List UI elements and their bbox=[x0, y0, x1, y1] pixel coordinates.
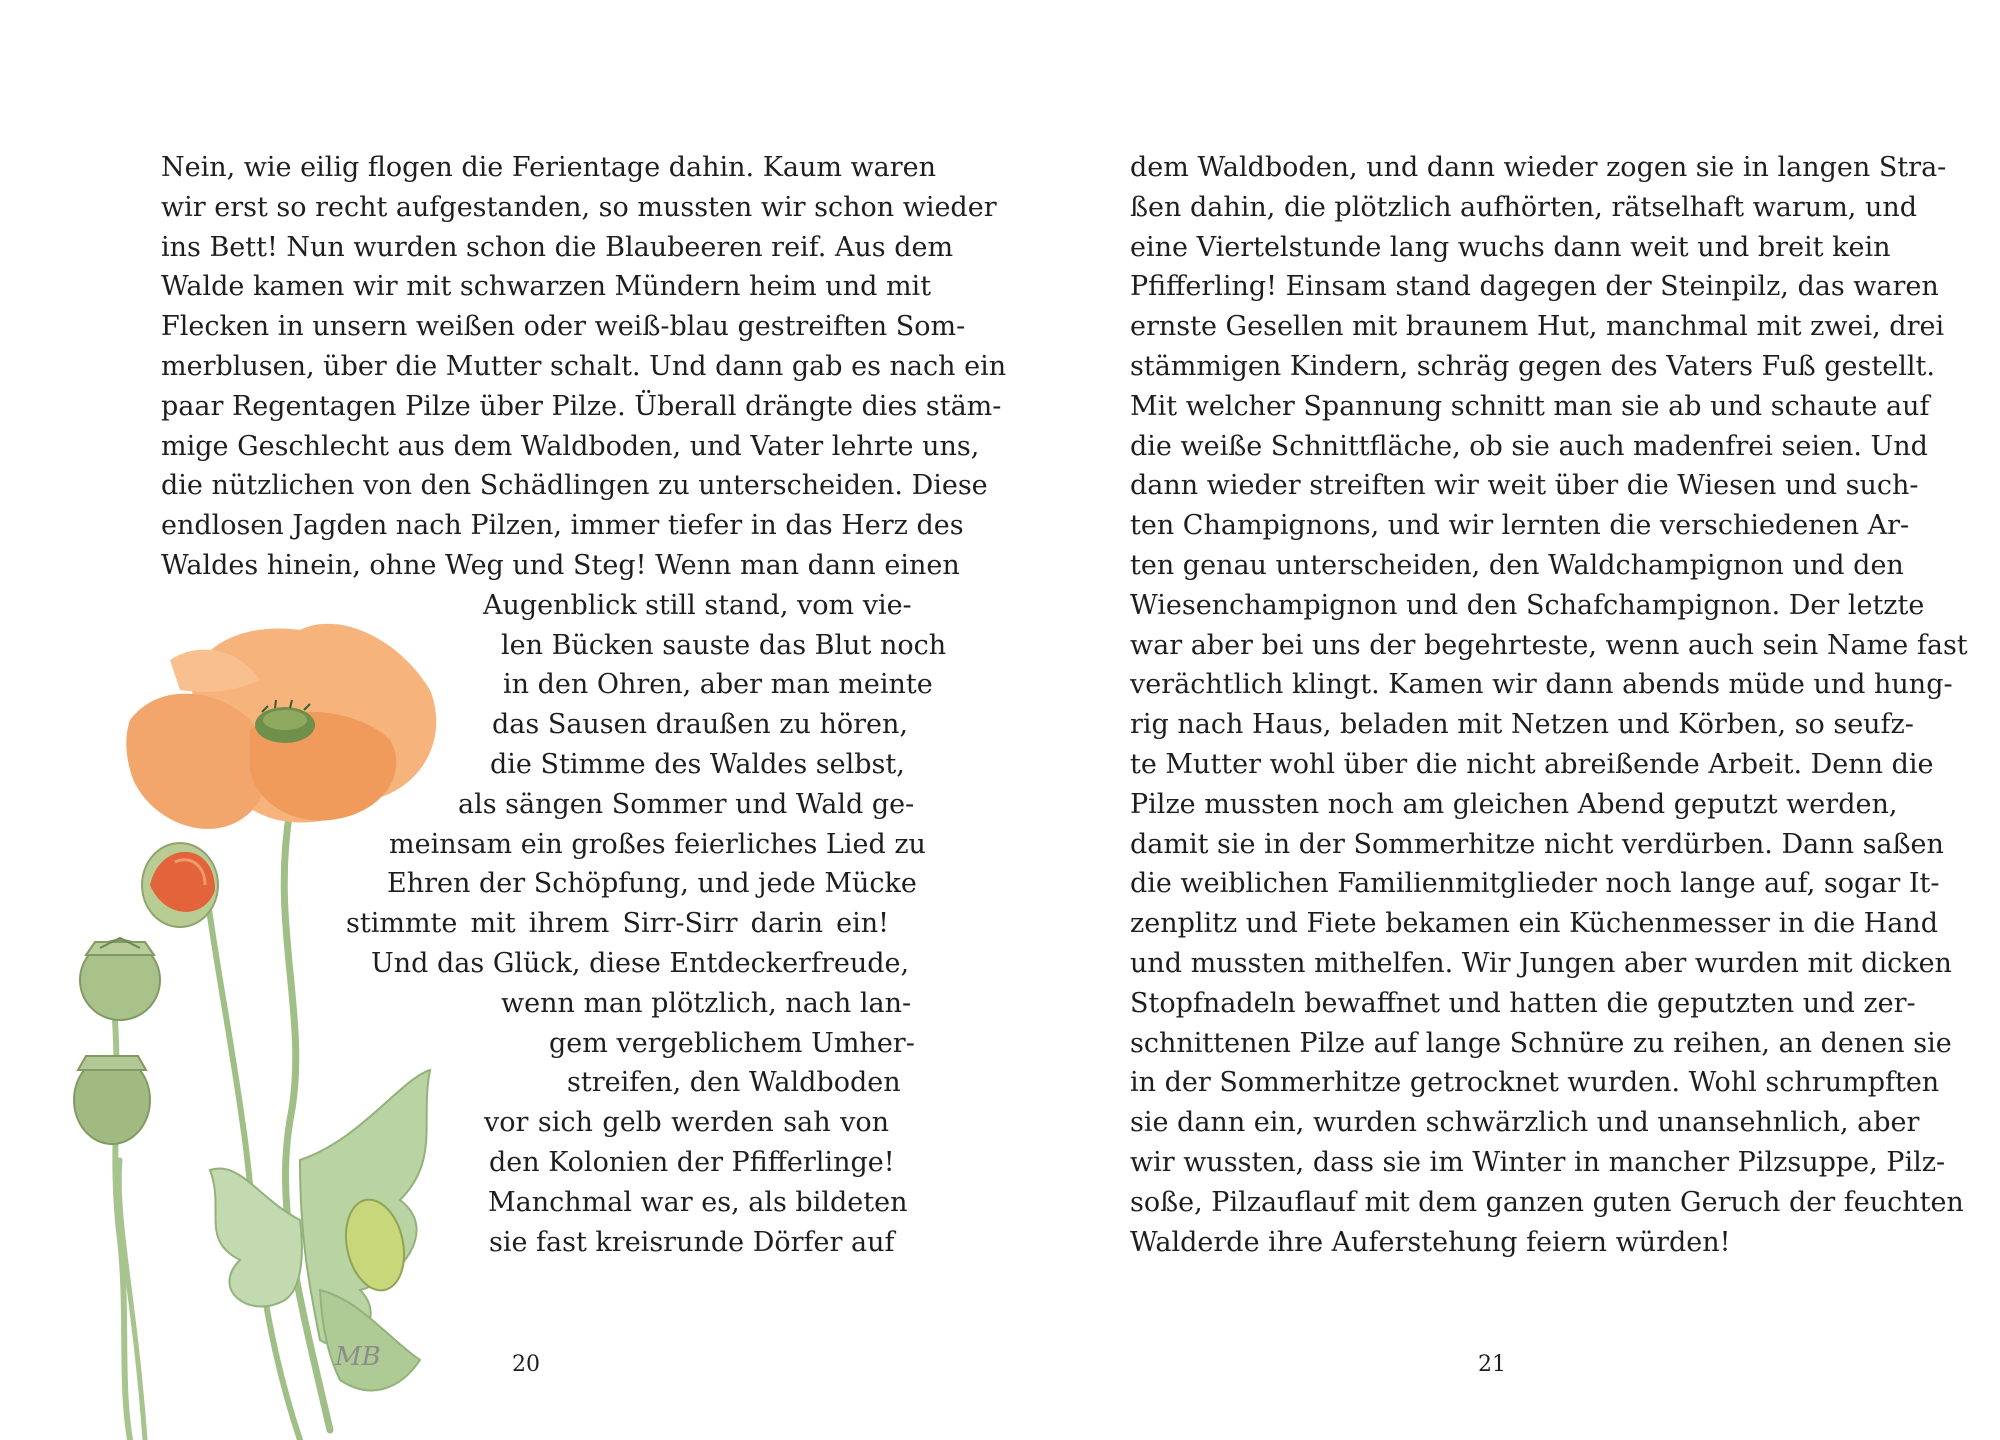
text-line: rig nach Haus, beladen mit Netzen und Körben, so seufz- bbox=[1130, 709, 1914, 741]
text-line: stämmigen Kindern, schräg gegen des Vaters Fuß gestellt. bbox=[1130, 350, 1935, 382]
text-line: wenn man plötzlich, nach lan- bbox=[501, 987, 912, 1019]
text-line: die nützlichen von den Schädlingen zu unterscheiden. Diese bbox=[161, 470, 988, 502]
text-line: Walderde ihre Auferstehung feiern würden! bbox=[1130, 1226, 1731, 1258]
text-line: Und das Glück, diese Entdeckerfreude, bbox=[371, 947, 910, 979]
text-line: Nein, wie eilig flogen die Ferientage dahin. Kaum waren bbox=[161, 152, 937, 183]
text-line: paar Regentagen Pilze über Pilze. Überall drängte dies stäm- bbox=[161, 390, 1002, 422]
left-page-text bbox=[161, 148, 1007, 1262]
text-line: das Sausen draußen zu hören, bbox=[492, 709, 908, 741]
text-line: merblusen, über die Mutter schalt. Und dann gab es nach ein bbox=[161, 350, 1007, 382]
text-line: streifen, den Waldboden bbox=[567, 1067, 901, 1099]
text-line: stimmte mit ihrem Sirr-Sirr darin ein! bbox=[346, 908, 889, 940]
text-line: Pfifferling! Einsam stand dagegen der Steinpilz, das waren bbox=[1130, 271, 1939, 303]
text-line: ernste Gesellen mit braunem Hut, manchmal mit zwei, drei bbox=[1130, 311, 1945, 343]
text-line: und mussten mithelfen. Wir Jungen aber wurden mit dicken bbox=[1130, 947, 1952, 979]
text-line: Wiesenchampignon und den Schafchampignon. Der letzte bbox=[1130, 589, 1925, 621]
text-line: Ehren der Schöpfung, und jede Mücke bbox=[387, 868, 917, 900]
text-line: wir erst so recht aufgestanden, so mussten wir schon wieder bbox=[161, 191, 997, 223]
right-page-text bbox=[1130, 148, 1968, 1262]
text-line: Pilze mussten noch am gleichen Abend geputzt werden, bbox=[1130, 788, 1898, 820]
text-line: Mit welcher Spannung schnitt man sie ab und schaute auf bbox=[1130, 390, 1930, 422]
page-number-left: 20 bbox=[512, 1352, 540, 1377]
page-number-right: 21 bbox=[1478, 1352, 1506, 1377]
text-line: sie dann ein, wurden schwärzlich und unansehnlich, aber bbox=[1130, 1107, 1920, 1139]
text-line: sie fast kreisrunde Dörfer auf bbox=[489, 1226, 895, 1258]
text-line: dem Waldboden, und dann wieder zogen sie in langen Stra- bbox=[1130, 152, 1947, 183]
text-line: die weiblichen Familienmitglieder noch lange auf, sogar It- bbox=[1130, 868, 1940, 900]
text-line: damit sie in der Sommerhitze nicht verdürben. Dann saßen bbox=[1130, 828, 1944, 860]
text-line: eine Viertelstunde lang wuchs dann weit und breit kein bbox=[1130, 231, 1891, 263]
text-line: len Bücken sauste das Blut noch bbox=[501, 629, 947, 661]
text-line: vor sich gelb werden sah von bbox=[484, 1107, 889, 1139]
text-line: endlosen Jagden nach Pilzen, immer tiefer in das Herz des bbox=[161, 510, 964, 542]
right-page bbox=[1000, 0, 2000, 1440]
text-line: die weiße Schnittfläche, ob sie auch madenfrei seien. Und bbox=[1130, 430, 1928, 462]
text-line: verächtlich klingt. Kamen wir dann abends müde und hung- bbox=[1130, 669, 1953, 701]
text-line: ßen dahin, die plötzlich aufhörten, rätselhaft warum, und bbox=[1130, 191, 1918, 223]
text-line: mige Geschlecht aus dem Waldboden, und Vater lehrte uns, bbox=[161, 430, 980, 462]
text-line: ins Bett! Nun wurden schon die Blaubeeren reif. Aus dem bbox=[161, 231, 954, 263]
text-line: in den Ohren, aber man meinte bbox=[503, 669, 933, 701]
text-line: in der Sommerhitze getrocknet wurden. Wohl schrumpften bbox=[1130, 1067, 1940, 1099]
text-line: zenplitz und Fiete bekamen ein Küchenmesser in die Hand bbox=[1130, 908, 1939, 940]
text-line: den Kolonien der Pfifferlinge! bbox=[489, 1146, 895, 1178]
text-line: Manchmal war es, als bildeten bbox=[488, 1186, 908, 1218]
text-line: te Mutter wohl über die nicht abreißende Arbeit. Denn die bbox=[1130, 748, 1934, 780]
text-line: ten genau unterscheiden, den Waldchampignon und den bbox=[1130, 549, 1904, 581]
text-line: war aber bei uns der begehrteste, wenn auch sein Name fast bbox=[1130, 629, 1968, 661]
text-line: schnittenen Pilze auf lange Schnüre zu reihen, an denen sie bbox=[1130, 1027, 1952, 1059]
artist-monogram: MB bbox=[335, 1342, 381, 1372]
text-line: ten Champignons, und wir lernten die verschiedenen Ar- bbox=[1130, 510, 1910, 542]
text-line: dann wieder streiften wir weit über die Wiesen und such- bbox=[1130, 470, 1919, 502]
text-line: soße, Pilzauflauf mit dem ganzen guten Geruch der feuchten bbox=[1130, 1186, 1964, 1218]
text-line: Waldes hinein, ohne Weg und Steg! Wenn man dann einen bbox=[161, 549, 960, 581]
text-line: die Stimme des Waldes selbst, bbox=[490, 748, 905, 780]
text-line: als sängen Sommer und Wald ge- bbox=[458, 788, 915, 820]
text-line: Stopfnadeln bewaffnet und hatten die geputzten und zer- bbox=[1130, 987, 1916, 1019]
text-line: meinsam ein großes feierliches Lied zu bbox=[389, 828, 926, 860]
text-line: wir wussten, dass sie im Winter in mancher Pilzsuppe, Pilz- bbox=[1130, 1146, 1946, 1178]
text-line: Walde kamen wir mit schwarzen Mündern heim und mit bbox=[161, 271, 932, 303]
text-line: Augenblick still stand, vom vie- bbox=[483, 589, 912, 621]
text-line: gem vergeblichem Umher- bbox=[549, 1027, 915, 1059]
text-line: Flecken in unsern weißen oder weiß-blau gestreiften Som- bbox=[161, 311, 966, 343]
